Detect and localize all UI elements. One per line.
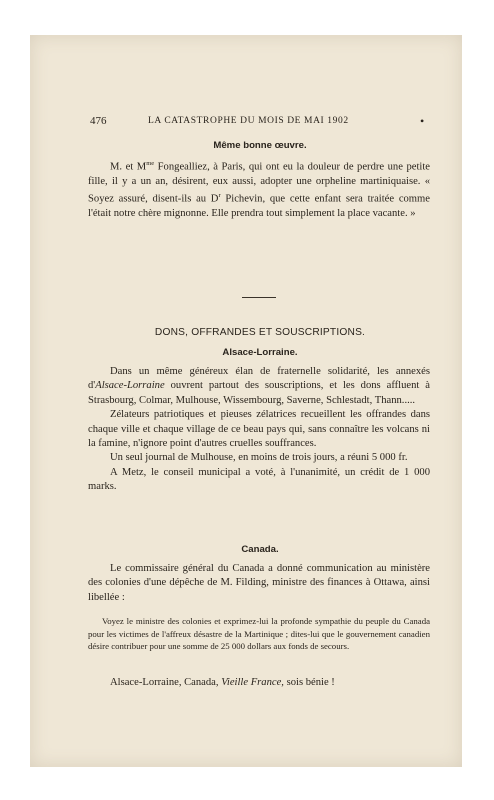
paragraph-canada: Le commissaire général du Canada a donné communication au ministère des colonies d'une dépêche de M. Filding, ministre des finances à Ottawa, ainsi libellée : xyxy=(88,563,430,603)
closing-line: Alsace-Lorraine, Canada, Vieille France, sois bénie ! xyxy=(110,677,335,688)
separator-rule xyxy=(242,297,276,298)
running-title: LA CATASTROPHE DU MOIS DE MAI 1902 xyxy=(148,116,349,126)
book-page xyxy=(30,35,462,767)
heading-meme-bonne-oeuvre: Même bonne œuvre. xyxy=(213,140,307,151)
heading-canada: Canada. xyxy=(241,544,279,555)
paragraph-metz: A Metz, le conseil municipal a voté, à l'unanimité, un crédit de 1 000 marks. xyxy=(88,466,430,493)
section-title-dons: DONS, OFFRANDES ET SOUSCRIPTIONS. xyxy=(154,327,366,338)
paragraph-mulhouse: Un seul journal de Mulhouse, en moins de trois jours, a réuni 5 000 fr. xyxy=(110,452,408,464)
paragraph-zelateurs: Zélateurs patriotiques et pieuses zélatrices recueillent les offrandes dans chaque ville et chaque village de ce beau pays qui, sans connaître les volcans ni la famine, n'ignore point d'autres cruelles souffrances. xyxy=(88,409,430,450)
quoted-telegram: Voyez le ministre des colonies et exprimez-lui la profonde sympathie du peuple du Canada pour les victimes de l'affreux désastre de la Martinique ; dites-lui que le gouvernement canadien désire contribuer pour une somme de 25 000 dollars aux fonds de secours. xyxy=(88,616,430,652)
paragraph-alsace: Dans un même généreux élan de fraternelle solidarité, les annexés d'Alsace-Lorraine ouvrent partout des souscriptions, et les dons affluent à Strasbourg, Colmar, Mulhouse, Wissembourg, Saverne, Schlestadt, Thann..... Zélateurs patriotiques et pieuses zélatrices recueillent les offrandes dans chaque ville et chaque village de ce beau pays qui, sans connaître les volcans ni la famine, n'ignore point d'autres cruelles souffrances. Un seul journal de Mulhouse, en moins de trois jours, a réuni 5 000 fr. A Metz, le conseil municipal a voté, à l'unanimité, un crédit de 1 000 marks. xyxy=(88,365,430,495)
page-number: 476 xyxy=(90,115,107,127)
paragraph-fongealliez: M. et $M^{me}$ Fongealliez, à Paris, qui ont eu la douleur de perdre une petite fille, il y a un an, désirent, eux aussi, adopter une orpheline martiniquaise. « Soyez assuré, disent-ils au $D^r$ Pichevin, que cette enfant sera traitée comme l'était notre chère mignonne. Elle prendra tout simplement la place vacante. » xyxy=(88,160,430,220)
header-mark: • xyxy=(420,114,425,128)
heading-alsace-lorraine: Alsace-Lorraine. xyxy=(222,347,298,358)
